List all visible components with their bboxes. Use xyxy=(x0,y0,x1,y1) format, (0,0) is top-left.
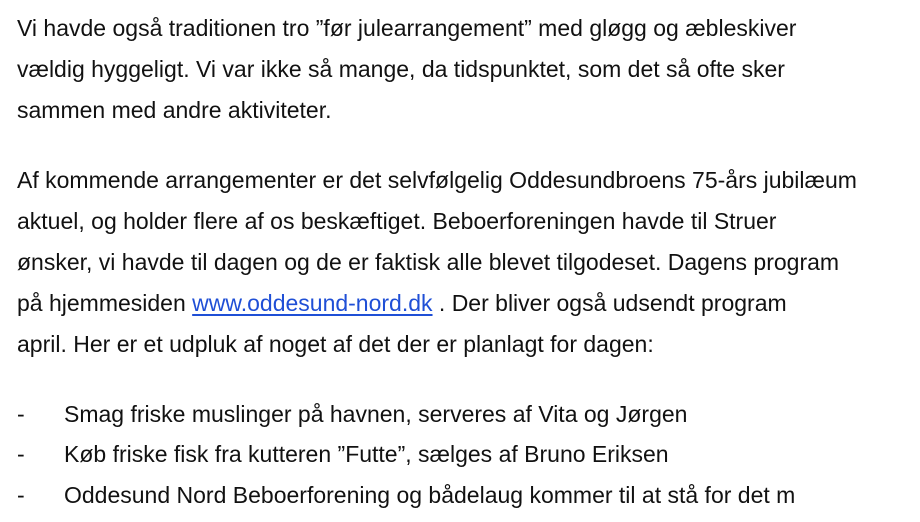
list-item-text: Smag friske muslinger på havnen, serveres af Vita og Jørgen xyxy=(64,401,688,427)
bullet-dash: - xyxy=(17,482,25,508)
paragraph-line: ønsker, vi havde til dagen og de er faktisk alle blevet tilgodeset. Dagens program xyxy=(17,249,840,275)
website-link[interactable]: www.oddesund-nord.dk xyxy=(192,290,433,316)
bullet-dash: - xyxy=(17,441,25,467)
list-item-text: Køb friske fisk fra kutteren ”Futte”, sælges af Bruno Eriksen xyxy=(64,441,669,467)
paragraph-line: sammen med andre aktiviteter. xyxy=(17,97,332,123)
paragraph-line xyxy=(17,289,787,317)
list-item-text: Oddesund Nord Beboerforening og bådelaug kommer til at stå for det m xyxy=(64,482,796,508)
paragraph-line: Af kommende arrangementer er det selvfølgelig Oddesundbroens 75-års jubilæum xyxy=(17,167,857,193)
line-text: . Der bliver også udsendt program xyxy=(432,290,787,316)
paragraph-line: aktuel, og holder flere af os beskæftiget. Beboerforeningen havde til Struer xyxy=(17,208,777,234)
paragraph-line: april. Her er et udpluk af noget af det der er planlagt for dagen: xyxy=(17,331,654,357)
paragraph-line: Vi havde også traditionen tro ”før julearrangement” med gløgg og æbleskiver xyxy=(17,15,797,41)
bullet-dash: - xyxy=(17,401,25,427)
paragraph-line: vældig hyggeligt. Vi var ikke så mange, da tidspunktet, som det så ofte sker xyxy=(17,56,785,82)
line-text: på hjemmesiden xyxy=(17,290,193,316)
